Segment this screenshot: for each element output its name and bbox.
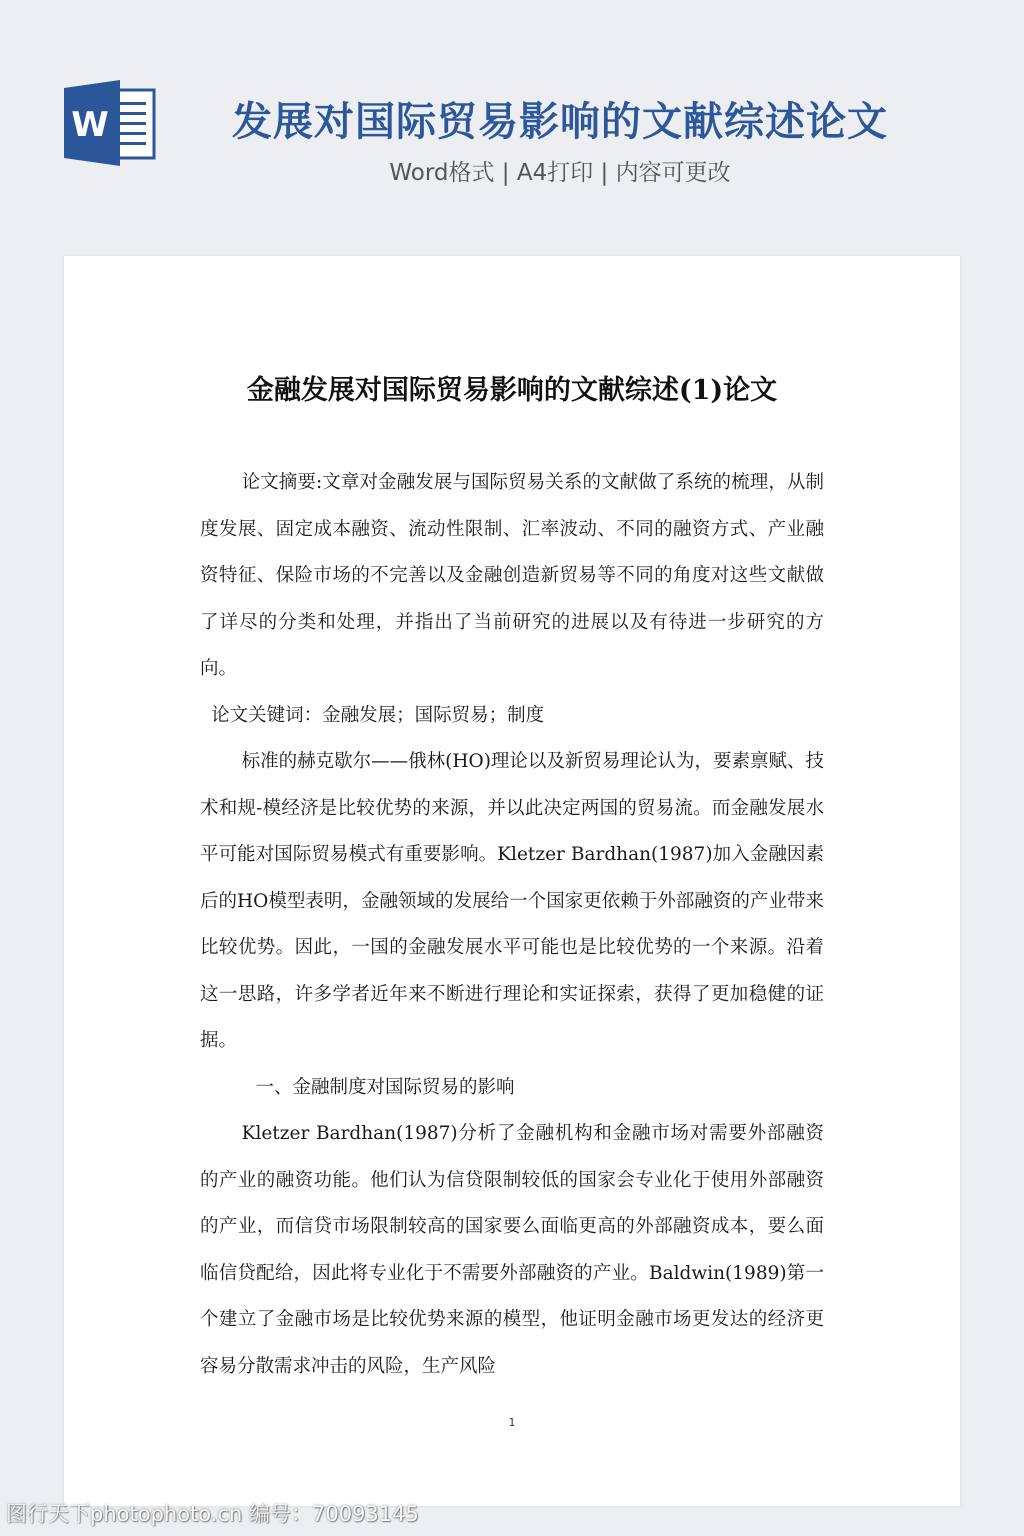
word-document-icon xyxy=(64,80,158,166)
header-banner xyxy=(0,0,1024,230)
abstract-paragraph: 论文摘要:文章对金融发展与国际贸易关系的文献做了系统的梳理，从制度发展、固定成本融资、流动性限制、汇率波动、不同的融资方式、产业融资特征、保险市场的不完善以及金融创造新贸易等不同的角度对这些文献做了详尽的分类和处理，并指出了当前研究的进展以及有待进一步研究的方向。 xyxy=(200,472,824,679)
section-heading: 一、金融制度对国际贸易的影响 xyxy=(255,1076,515,1098)
watermark-text: 图行天下photophoto.cn 编号：70093145 xyxy=(6,1502,419,1526)
keywords-line: 论文关键词：金融发展；国际贸易；制度 xyxy=(211,704,545,726)
document-title: 金融发展对国际贸易影响的文献综述(1)论文 xyxy=(246,375,778,406)
banner-subtitle: Word格式 | A4打印 | 内容可更改 xyxy=(389,160,731,186)
page-number: 1 xyxy=(508,1416,516,1429)
document-body xyxy=(200,460,824,1390)
body-paragraph: 标准的赫克歇尔——俄林(HO)理论以及新贸易理论认为，要素禀赋、技术和规-模经济是比较优势的来源，并以此决定两国的贸易流。而金融发展水平可能对国际贸易模式有重要影响。Kletzer Bardhan(1987)加入金融因素后的HO模型表明，金融领域的发展给一个国家更依赖于外部融资的产业带来比较优势。因此，一国的金融发展水平可能也是比较优势的一个来源。沿着这一思路，许多学者近年来不断进行理论和实证探索，获得了更加稳健的证据。 xyxy=(200,751,824,1051)
word-logo-letter: W xyxy=(71,105,109,145)
banner-title: 发展对国际贸易影响的文献综述论文 xyxy=(232,99,888,145)
body-paragraph: Kletzer Bardhan(1987)分析了金融机构和金融市场对需要外部融资的产业的融资功能。他们认为信贷限制较低的国家会专业化于使用外部融资的产业，而信贷市场限制较高的国家要么面临更高的外部融资成本，要么面临信贷配给，因此将专业化于不需要外部融资的产业。Baldwin(1989)第一个建立了金融市场是比较优势来源的模型，他证明金融市场更发达的经济更容易分散需求冲击的风险，生产风险 xyxy=(200,1123,824,1377)
document-page xyxy=(64,256,960,1506)
